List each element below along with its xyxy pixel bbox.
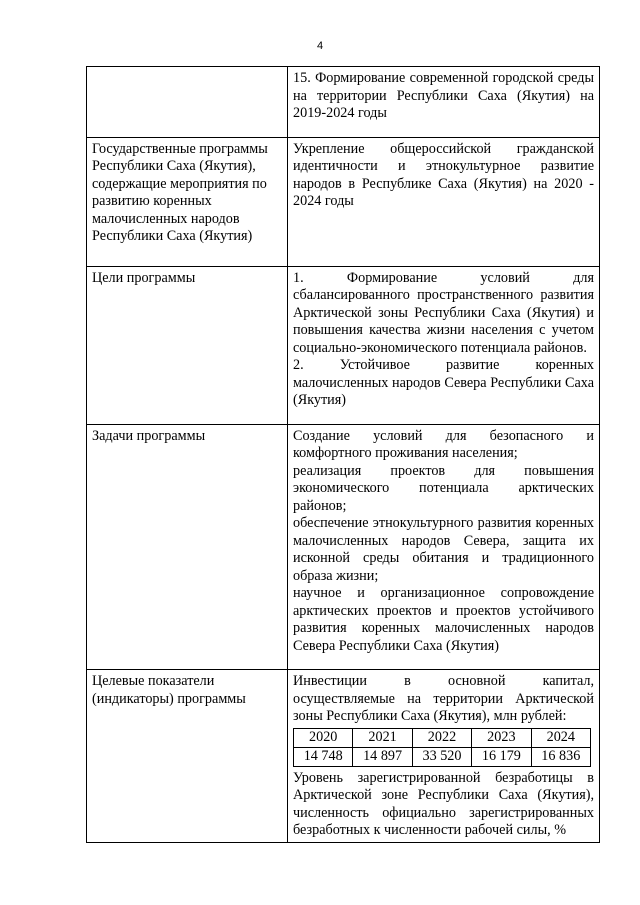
row-content <box>288 67 600 138</box>
row-label: Задачи программы <box>87 424 288 670</box>
value-cell: 14 748 <box>294 747 353 766</box>
page-number: 4 <box>316 40 324 52</box>
task-item: реализация проектов для повышения экономического потенциала арктических районов; <box>293 462 594 514</box>
table-row <box>87 137 600 266</box>
content-paragraph: 15. Формирование современной городской среды на территории Республики Саха (Якутия) на 2019-2024 годы <box>293 70 594 121</box>
value-cell: 14 897 <box>353 747 412 766</box>
goal-item: 1. Формирование условий для сбалансированного пространственного развития Арктической зоны Республики Саха (Якутия) и повышения качества жизни населения с учетом социально-экономического потенциала районов. <box>293 269 594 356</box>
row-label: Целевые показатели (индикаторы) программы <box>87 670 288 843</box>
value-cell: 16 836 <box>531 747 590 766</box>
table-row <box>87 424 600 670</box>
investment-years-row <box>294 728 591 747</box>
task-item: научное и организационное сопровождение арктических проектов и проектов устойчивого развития коренных малочисленных народов Севера Республики Саха (Якутия) <box>293 585 594 654</box>
row-content <box>288 424 600 670</box>
indicator-description: Уровень зарегистрированной безработицы в Арктической зоне Республики Саха (Якутия), численность официально зарегистрированных безработных к численности рабочей силы, % <box>293 769 594 838</box>
table-row <box>87 67 600 138</box>
row-content <box>288 137 600 266</box>
year-cell: 2024 <box>531 728 590 747</box>
task-item: обеспечение этнокультурного развития коренных малочисленных народов Севера, защита их исконной среды обитания и традиционного образа жизни; <box>293 515 594 584</box>
indicator-description: Инвестиции в основной капитал, осуществляемые на территории Арктической зоны Республики Саха (Якутия), млн рублей: <box>293 673 594 724</box>
year-cell: 2021 <box>353 728 412 747</box>
year-cell: 2020 <box>294 728 353 747</box>
content-paragraph: Укрепление общероссийской гражданской идентичности и этнокультурное развитие народов в Республике Саха (Якутия) на 2020 - 2024 годы <box>293 140 594 209</box>
program-passport-table <box>86 66 600 843</box>
row-content <box>288 266 600 424</box>
year-cell: 2023 <box>472 728 531 747</box>
investment-table <box>293 728 591 767</box>
goal-item: 2. Устойчивое развитие коренных малочисленных народов Севера Республики Саха (Якутия) <box>293 357 594 408</box>
table-row <box>87 670 600 843</box>
task-item: Создание условий для безопасного и комфортного проживания населения; <box>293 427 594 461</box>
investment-values-row <box>294 747 591 766</box>
year-cell: 2022 <box>412 728 471 747</box>
row-label: Государственные программы Республики Саха (Якутия), содержащие мероприятия по развитию коренных малочисленных народов Республики Саха (Якутия) <box>87 137 288 266</box>
table-row <box>87 266 600 424</box>
row-label: Цели программы <box>87 266 288 424</box>
row-content <box>288 670 600 843</box>
value-cell: 33 520 <box>412 747 471 766</box>
row-label <box>87 67 288 138</box>
value-cell: 16 179 <box>472 747 531 766</box>
